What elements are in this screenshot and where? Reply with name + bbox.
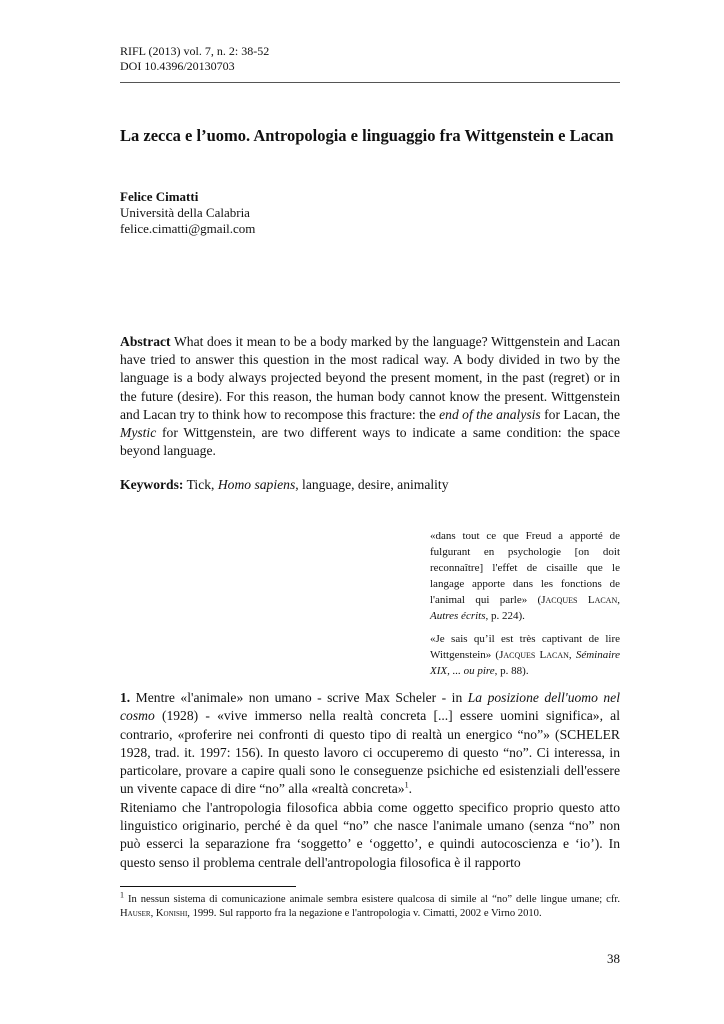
abstract-text: for Wittgenstein, are two different ways to indicate a same condition: the space beyond language. [120, 425, 620, 459]
journal-citation: RIFL (2013) vol. 7, n. 2: 38-52 [120, 44, 270, 58]
running-header [120, 44, 269, 74]
epigraph-quote: «Je sais qu’il est très captivant de lire Wittgenstein» ( [430, 633, 620, 661]
section-number: 1. [120, 690, 131, 705]
paragraph-emphasis: La posizione dell'uomo nel cosmo [120, 690, 620, 724]
footnote-mark: 1 [120, 890, 124, 900]
abstract [120, 333, 620, 460]
keywords-label: Keywords: [120, 477, 184, 492]
epigraph-author: Jacques Lacan [541, 594, 618, 606]
paragraph-text: (1928) - «vive immerso nella realtà concreta [...] essere uomini significa», al contrario, «proferire nei confronti di questo tipo di realtà un energico “no”» (SCHELER 1928, trad. it. 1997: 156). In questo lavoro ci occuperemo di questo “no”. Ci interessa, in particolare, provare a capire quali sono le conseguenze psichiche ed esistenziali dell'essere un vivente capace di dire “no” alla «realtà concreta» [120, 708, 620, 797]
abstract-emphasis: Mystic [120, 425, 157, 441]
epigraph [430, 631, 620, 679]
paragraph-text: . [408, 781, 412, 797]
paragraph-text: Mentre «l'animale» non umano - scrive Max Scheler - in [130, 690, 468, 705]
footnote-author: Konishi [155, 908, 188, 920]
footnote-text: In nessun sistema di comunicazione animale sembra esistere qualcosa di simile al “no” delle lingue umane; cfr. [124, 894, 620, 905]
keywords [120, 476, 620, 494]
keywords-text: Tick, [183, 477, 218, 492]
footnote-text: , 1999. Sul rapporto fra la negazione e l'antropologia v. Cimatti, 2002 e Virno 2010. [187, 908, 542, 920]
abstract-text: What does it mean to be a body marked by the language? Wittgenstein and Lacan have tried to answer this question in the most radical way. A body divided in two by the language is a body always projected beyond the present moment, in the past (regret) or in the future (desire). For this reason, the human body cannot know the present. Wittgenstein and Lacan try to think how to recompose this fracture: the [120, 334, 620, 422]
header-rule [120, 82, 620, 83]
author-affiliation: Università della Calabria [120, 205, 250, 220]
epigraph [430, 528, 620, 624]
body-text [120, 689, 620, 872]
paragraph [120, 689, 620, 799]
keywords-emphasis: Homo sapiens [217, 477, 296, 492]
footnote-author: Hauser [120, 908, 151, 920]
epigraph-quote: «dans tout ce que Freud a apporté de fulgurant en psychologie [on doit reconnaître] l'effet de cisaille que le langage apporte dans les fonctions de l'animal qui parle» ( [430, 530, 620, 606]
epigraph-source: Séminaire XIX, ... ou pire [430, 649, 621, 677]
paragraph: Riteniamo che l'antropologia filosofica abbia come oggetto specifico proprio questo atto linguistico originario, perché è da quel “no” che nasce l'animale umano (senza “no” non può esserci la separazione fra ‘soggetto’ e ‘oggetto’, e quindi autocoscienza e ‘io’). In questo senso il problema centrale dell'antropologia filosofica è il rapporto [120, 799, 620, 870]
keywords-text: , language, desire, animality [295, 477, 449, 492]
epigraph-author: Jacques Lacan [499, 649, 569, 661]
epigraph-source: Autres écrits [430, 610, 486, 622]
abstract-emphasis: end of the analysis [439, 406, 541, 422]
author-block [120, 189, 255, 237]
footnote-text: , [150, 908, 156, 920]
abstract-text: for Lacan, the [540, 406, 621, 422]
abstract-label: Abstract [120, 334, 171, 349]
article-title: La zecca e l’uomo. Antropologia e linguaggio fra Wittgenstein e Lacan [120, 126, 614, 145]
footnote [120, 890, 620, 922]
doi: DOI 10.4396/20130703 [120, 59, 235, 73]
footnote-rule [120, 886, 296, 887]
epigraph-page: , p. 224). [485, 610, 525, 622]
footnote-ref[interactable]: 1 [404, 780, 409, 790]
author-name: Felice Cimatti [120, 189, 199, 204]
author-email: felice.cimatti@gmail.com [120, 221, 256, 236]
epigraph-separator: , [617, 594, 620, 606]
epigraph-separator: , [568, 649, 576, 661]
page-number: 38 [607, 951, 620, 966]
epigraph-page: , p. 88). [494, 665, 529, 677]
